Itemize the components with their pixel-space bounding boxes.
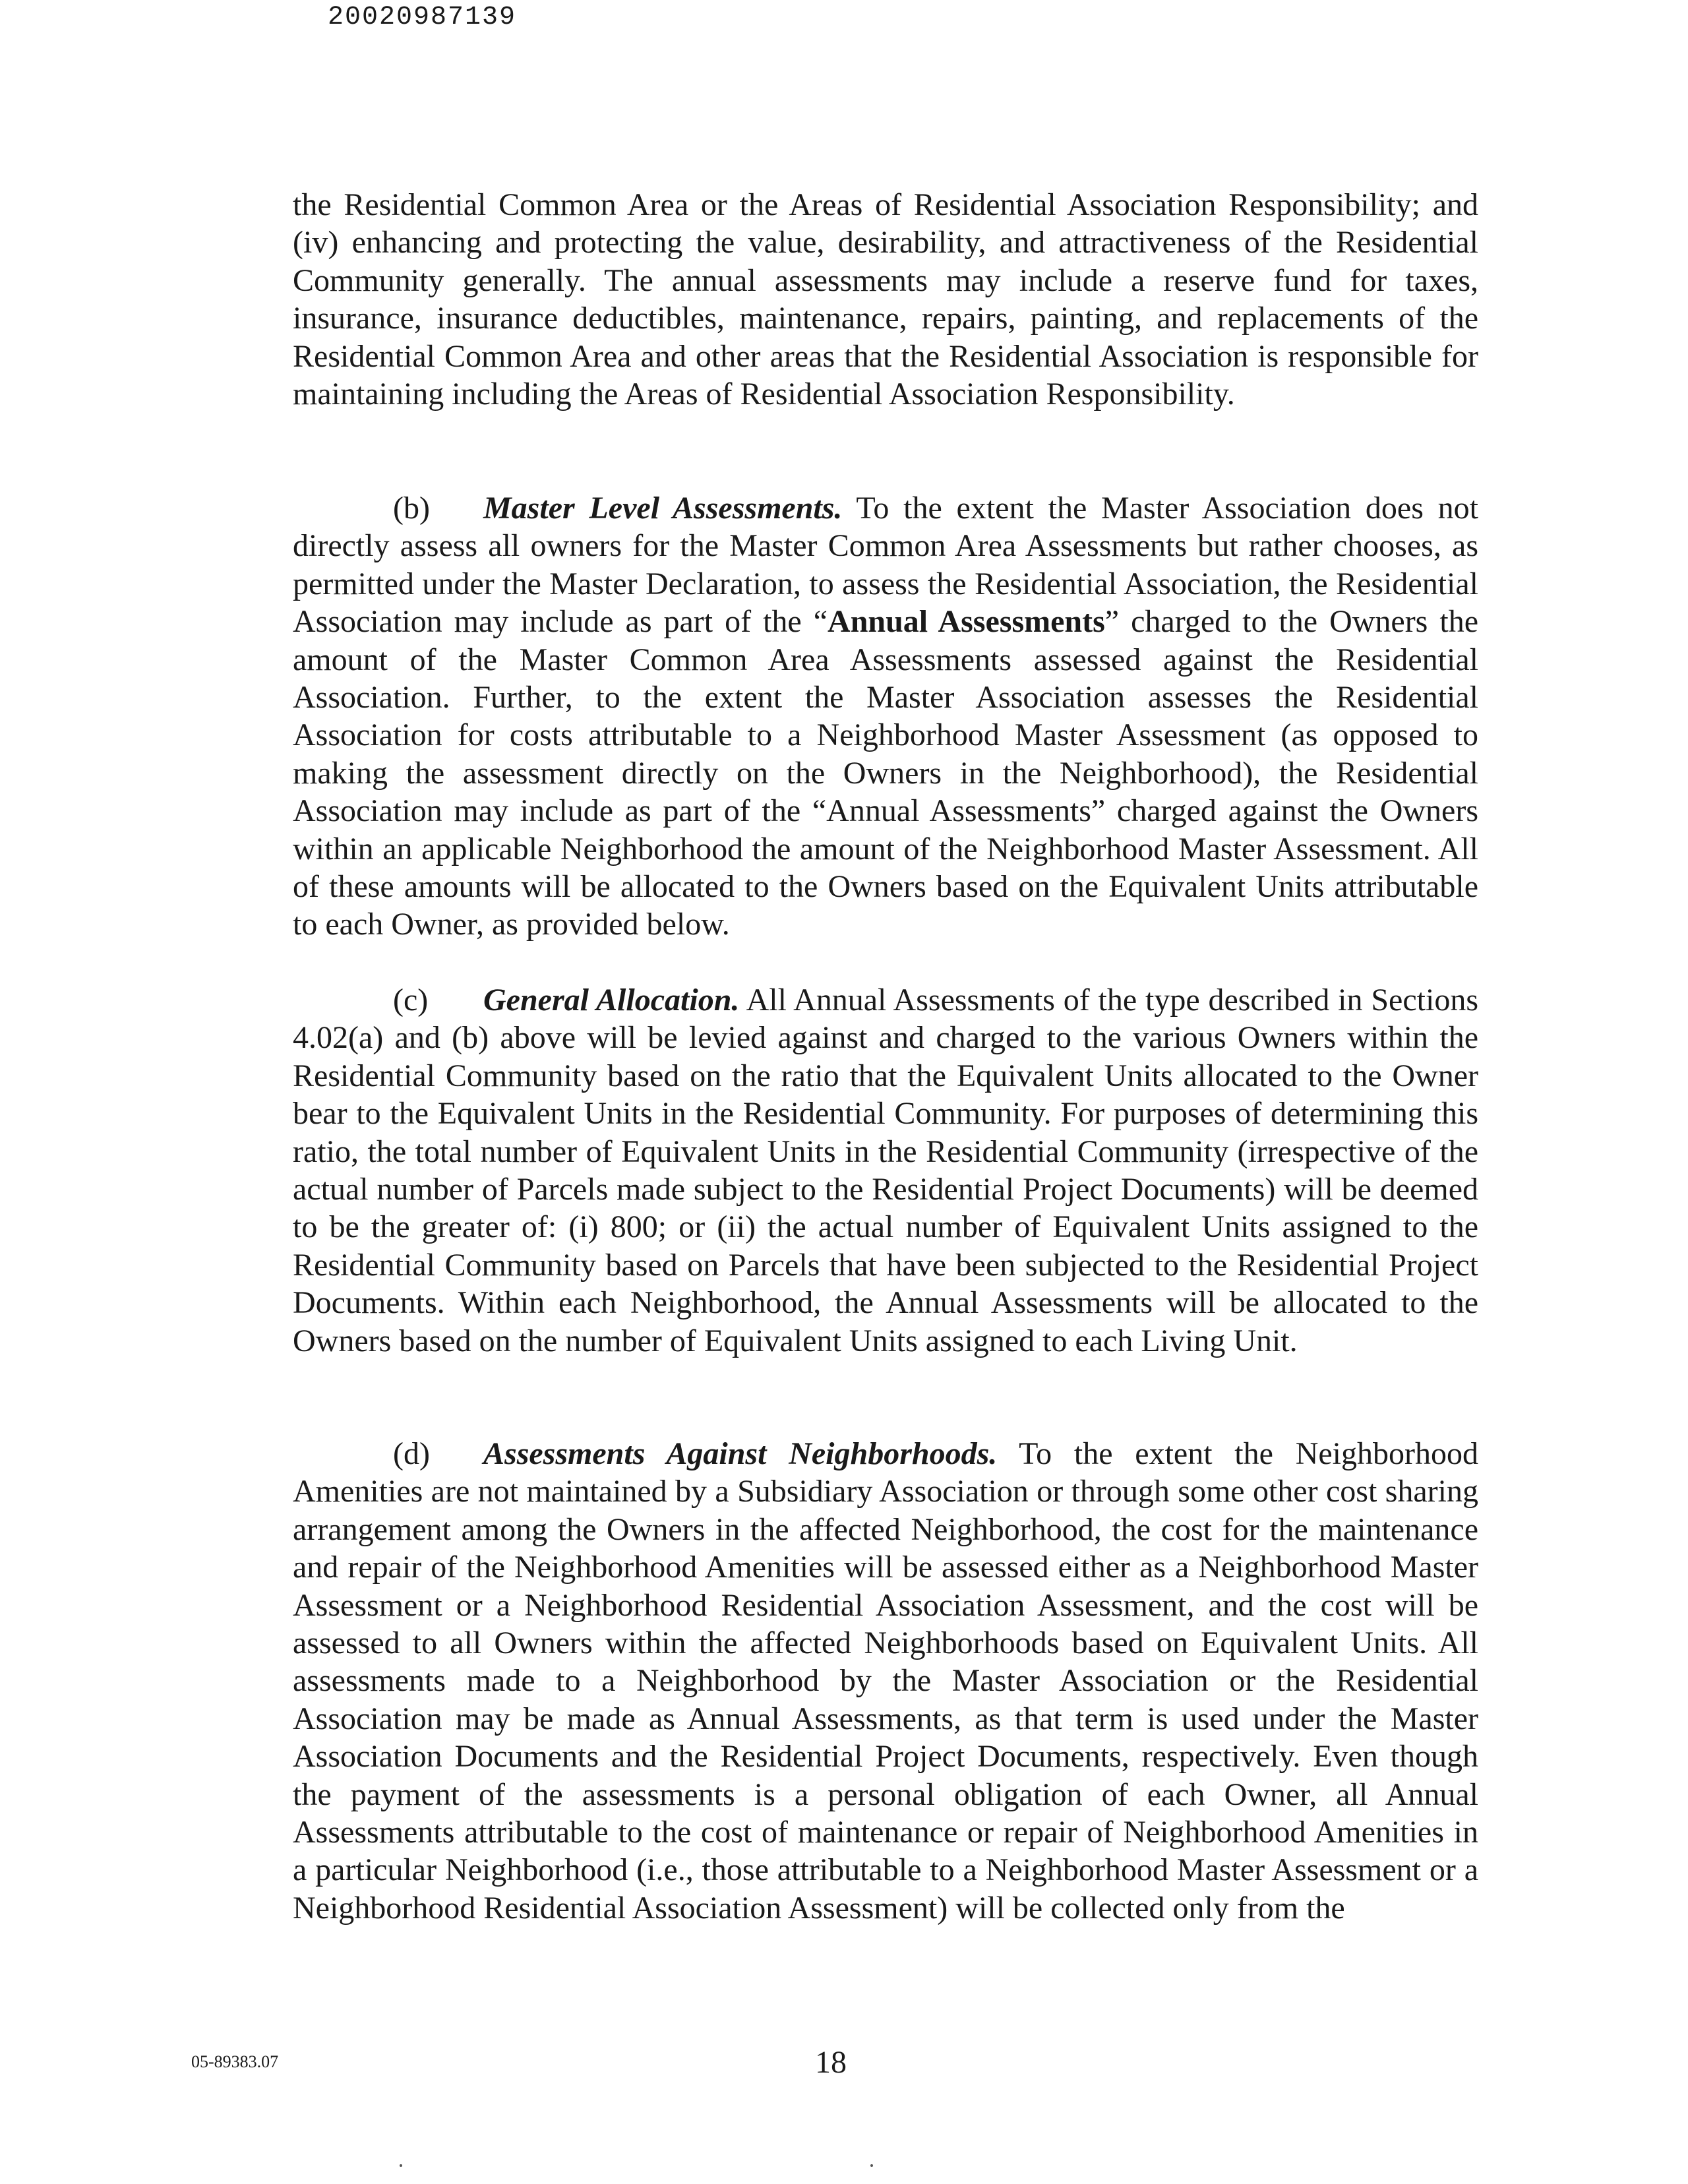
paragraph-d xyxy=(293,1435,1478,1927)
paragraph-b xyxy=(293,489,1478,944)
paragraph-text: All Annual Assessments of the type described in Sections 4.02(a) and (b) above will be levied against and charged to the various Owners within the Residential Community based on the ratio that the Equivalent Units allocated to the Owner bear to the Equivalent Units in the Residential Community. For purposes of determining this ratio, the total number of Equivalent Units in the Residential Community (irrespective of the actual number of Parcels made subject to the Residential Project Documents) will be deemed to be the greater of: (i) 800; or (ii) the actual number of Equivalent Units assigned to the Residential Community based on Parcels that have been subjected to the Residential Project Documents. Within each Neighborhood, the Annual Assessments will be allocated to the Owners based on the number of Equivalent Units assigned to each Living Unit. xyxy=(293,983,1478,1358)
paragraph-letter: (d) xyxy=(393,1436,430,1471)
paragraph-text: To the extent the Neighborhood Amenities are not maintained by a Subsidiary Association or through some other cost sharing arrangement among the Owners in the affected Neighborhood, the cost for the maintenance and repair of the Neighborhood Amenities will be assessed either as a Neighborhood Master Assessment or a Neighborhood Residential Association Assessment, and the cost will be assessed to all Owners within the affected Neighborhoods based on Equivalent Units. All assessments made to a Neighborhood by the Master Association or the Residential Association may be made as Annual Assessments, as that term is used under the Master Association Documents and the Residential Project Documents, respectively. Even though the payment of the assessments is a personal obligation of each Owner, all Annual Assessments attributable to the cost of maintenance or repair of Neighborhood Amenities in a particular Neighborhood (i.e., those attributable to a Neighborhood Master Assessment or a Neighborhood Residential Association Assessment) will be collected only from the xyxy=(293,1436,1478,1926)
section-heading: General Allocation. xyxy=(483,983,740,1017)
page-number: 18 xyxy=(815,2045,847,2080)
paragraph-c xyxy=(293,981,1478,1360)
section-heading: Assessments Against Neighborhoods. xyxy=(483,1436,998,1471)
document-number: 20020987139 xyxy=(327,3,517,32)
paragraph-continuation xyxy=(293,186,1478,413)
footer-document-code: 05-89383.07 xyxy=(191,2052,279,2071)
scan-speck xyxy=(870,2164,873,2167)
scan-speck xyxy=(400,2164,402,2167)
section-heading: Master Level Assessments. xyxy=(483,491,843,526)
defined-term: Annual Assessments xyxy=(828,604,1105,640)
paragraph-text: To the extent the Master Association does not directly assess all owners for the Master Common Area Assessments but rather chooses, as permitted under the Master Declaration, to assess the Residential Association, the Residential Association may include as part of the “ xyxy=(293,491,1479,640)
paragraph-letter: (b) xyxy=(393,491,430,526)
paragraph-letter: (c) xyxy=(393,983,429,1017)
paragraph-text: ” charged to the Owners the amount of the Master Common Area Assessments assessed against the Residential Association. Further, to the extent the Master Association assesses the Residential Association for costs attributable to a Neighborhood Master Assessment (as opposed to making the assessment directly on the Owners in the Neighborhood), the Residential Association may include as part of the “Annual Assessments” charged against the Owners within an applicable Neighborhood the amount of the Neighborhood Master Assessment. All of these amounts will be allocated to the Owners based on the Equivalent Units attributable to each Owner, as provided below. xyxy=(293,604,1478,942)
paragraph-text: the Residential Common Area or the Areas of Residential Association Responsibility; and (iv) enhancing and protecting the value, desirability, and attractiveness of the Residential Community generally. The annual assessments may include a reserve fund for taxes, insurance, insurance deductibles, maintenance, repairs, painting, and replacements of the Residential Common Area and other areas that the Residential Association is responsible for maintaining including the Areas of Residential Association Responsibility. xyxy=(293,187,1478,412)
